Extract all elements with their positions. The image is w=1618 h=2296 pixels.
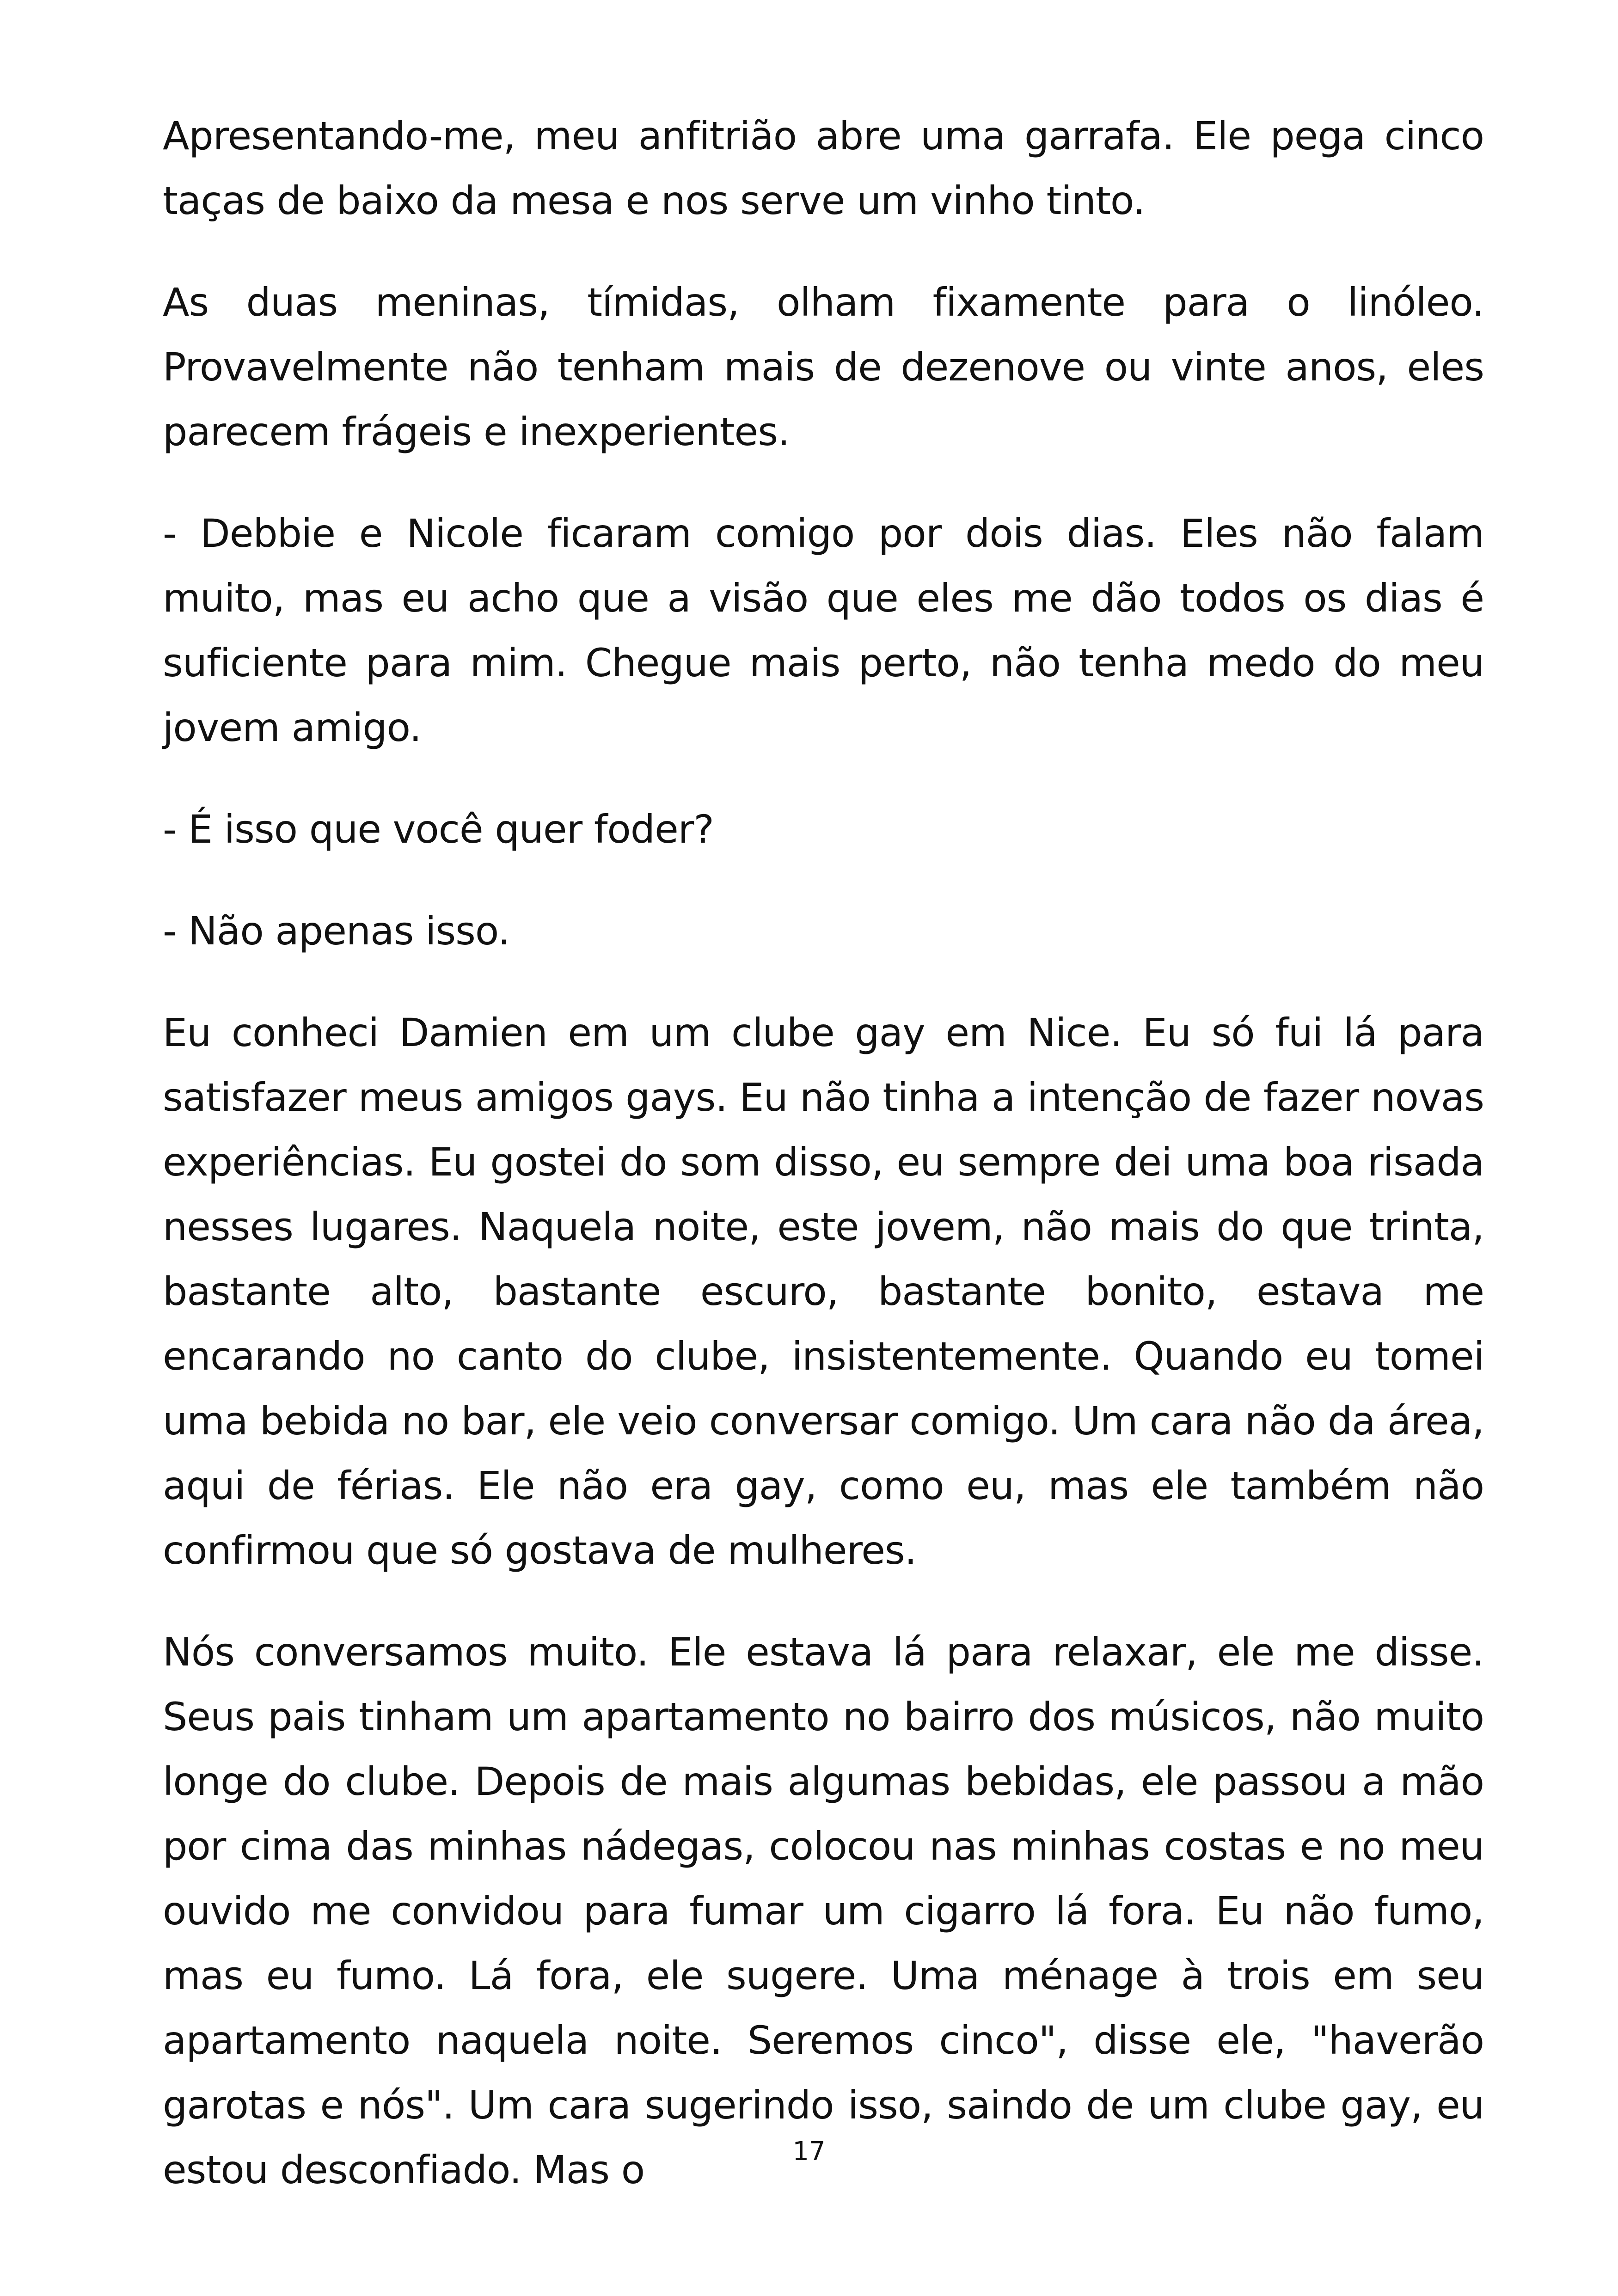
paragraph-2: As duas meninas, tímidas, olham fixamente para o linóleo. Provavelmente não tenham mais de dezenove ou vinte anos, eles parecem frágeis e inexperientes.: [163, 280, 1484, 454]
page-number: 17: [792, 2137, 826, 2167]
paragraph-3: - Debbie e Nicole ficaram comigo por dois dias. Eles não falam muito, mas eu acho que a visão que eles me dão todos os dias é suficiente para mim. Chegue mais perto, não tenha medo do meu jovem amigo.: [163, 511, 1484, 750]
paragraph-7: Nós conversamos muito. Ele estava lá para relaxar, ele me disse. Seus pais tinham um apartamento no bairro dos músicos, não muito longe do clube. Depois de mais algumas bebidas, ele passou a mão por cima das minhas nádegas, colocou nas minhas costas e no meu ouvido me convidou para fumar um cigarro lá fora. Eu não fumo, mas eu fumo. Lá fora, ele sugere. Uma ménage à trois em seu apartamento naquela noite. Seremos cinco", disse ele, "haverão garotas e nós". Um cara sugerindo isso, saindo de um clube gay, eu estou desconfiado. Mas o: [163, 1629, 1484, 2192]
body-text: [163, 104, 1484, 2239]
paragraph-1: Apresentando-me, meu anfitrião abre uma garrafa. Ele pega cinco taças de baixo da mesa e nos serve um vinho tinto.: [163, 113, 1484, 223]
paragraph-5: - Não apenas isso.: [163, 908, 510, 954]
paragraph-6: Eu conheci Damien em um clube gay em Nice. Eu só fui lá para satisfazer meus amigos gays. Eu não tinha a intenção de fazer novas experiências. Eu gostei do som disso, eu sempre dei uma boa risada nesses lugares. Naquela noite, este jovem, não mais do que trinta, bastante alto, bastante escuro, bastante bonito, estava me encarando no canto do clube, insistentemente. Quando eu tomei uma bebida no bar, ele veio conversar comigo. Um cara não da área, aqui de férias. Ele não era gay, como eu, mas ele também não confirmou que só gostava de mulheres.: [163, 1010, 1484, 1573]
paragraph-4: - É isso que você quer foder?: [163, 807, 714, 852]
